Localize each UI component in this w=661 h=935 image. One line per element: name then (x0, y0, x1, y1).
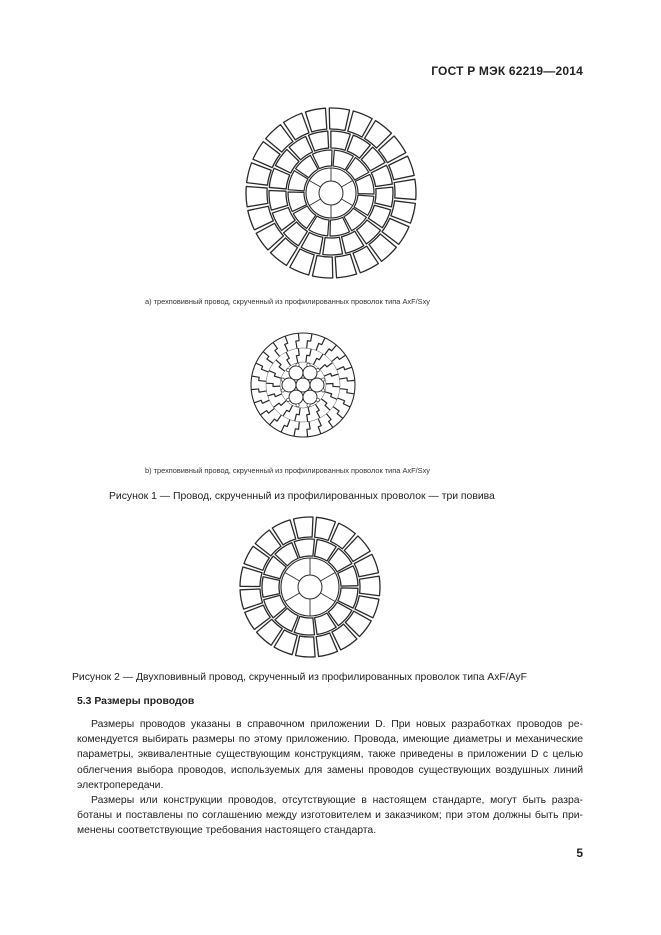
paragraph-1-line: облегчения выбора проводов, используемых для замены проводов существующих воздушных линий (77, 764, 583, 776)
paragraph-2-line: Размеры или конструкции проводов, отсутствующие в настоящем стандарте, могут быть разра- (91, 795, 583, 806)
outer-layer-wire (305, 108, 326, 132)
figure-2-conductor-cross-section (238, 515, 382, 659)
interstice-mark (281, 389, 284, 392)
page-number: 5 (576, 846, 583, 860)
paragraph-1 (77, 717, 583, 793)
inner-layer-wire (262, 577, 280, 597)
interstice-mark (316, 369, 319, 372)
interstice-mark (322, 378, 325, 381)
middle-layer-wire (323, 237, 343, 255)
middle-layer-wire (269, 191, 288, 211)
paragraph-1-line: параметры, эквивалентные существующим конструкциям, также приведены в приложении D с целью (77, 749, 583, 761)
interstice-mark (287, 398, 290, 401)
outer-layer-wire (329, 108, 349, 131)
core-round-wire (289, 366, 303, 380)
core-center-wire (319, 181, 343, 205)
outer-layer-wire (312, 255, 332, 278)
outer-layer-wire (335, 254, 356, 278)
outer-layer-wire (394, 179, 416, 199)
figure-1a-caption: a) трехповивный провод, скрученный из профилированных проволок типа AxF/Sxy (145, 297, 430, 306)
paragraph-1-line: комендуется выбирать размеры по этому приложению. Провода, имеющие диаметры и механические (77, 734, 583, 746)
core-round-wire (289, 390, 303, 404)
figure-1b-caption: b) трехповивный провод, скрученный из профилированных проволок типа AxF/Sxy (145, 466, 430, 475)
interstice-mark (322, 389, 325, 392)
outer-layer-wire (293, 517, 312, 538)
interstice-mark (307, 363, 310, 366)
paragraph-2-line: ботаны и поставлены по соглашению между изготовителем и заказчиком; при этом должны быть при- (77, 810, 583, 822)
core-center-wire (296, 378, 310, 392)
core-round-wire (303, 366, 317, 380)
figure-2-title: Рисунок 2 — Двухповивный провод, скрученный из профилированных проволок типа AxF/AyF (72, 672, 527, 683)
paragraph-2 (77, 793, 583, 839)
paragraph-2-line: менены соответствующие требования настоящего стандарта. (77, 825, 377, 837)
outer-layer-wire (296, 636, 316, 657)
interstice-mark (307, 404, 310, 407)
paragraph-1-line: электропередачи. (77, 779, 164, 791)
interstice-mark (316, 398, 319, 401)
middle-layer-wire (331, 131, 350, 150)
figure-1b-conductor-cross-section (248, 330, 358, 440)
section-heading: 5.3 Размеры проводов (77, 696, 195, 707)
interstice-mark (296, 363, 299, 366)
figure-1-title: Рисунок 1 — Провод, скрученный из профилированных проволок — три повива (109, 491, 495, 502)
outer-layer-wire (359, 576, 380, 596)
document-standard-header: ГОСТ Р МЭК 62219—2014 (431, 64, 583, 78)
outer-layer-wire (240, 567, 262, 587)
outer-layer-wire (246, 186, 268, 206)
core-center-wire (298, 575, 322, 599)
interstice-mark (287, 369, 290, 372)
figure-1a-conductor-cross-section (243, 105, 419, 281)
interstice-mark (281, 378, 284, 381)
paragraph-1-line: Размеры проводов указаны в справочном приложении D. При новых разработках проводов ре- (91, 719, 583, 730)
interstice-mark (296, 404, 299, 407)
core-round-wire (303, 390, 317, 404)
middle-layer-wire (375, 187, 393, 207)
